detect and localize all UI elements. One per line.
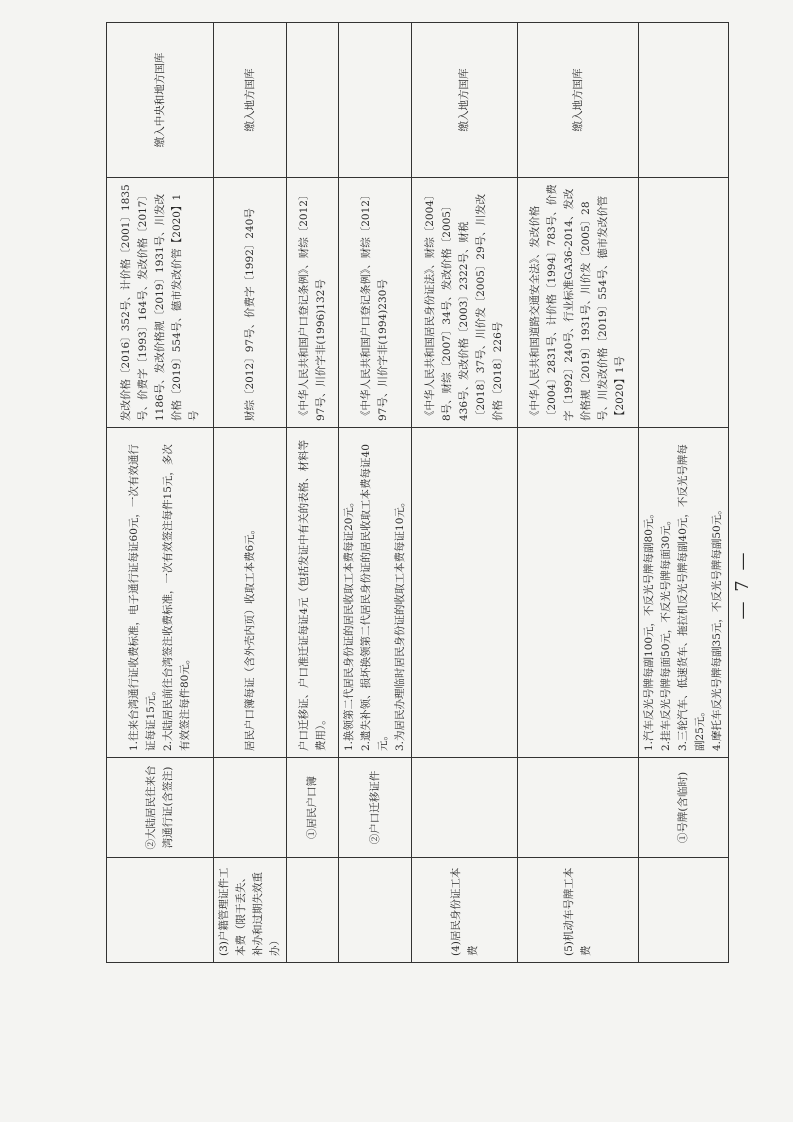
fee-destination bbox=[639, 23, 729, 178]
fee-basis: 《中华人民共和国户口登记条例》、财综〔2012〕97号、川价字非(1994)230号 bbox=[339, 178, 412, 428]
table-row bbox=[287, 23, 339, 963]
fee-basis: 发改价格〔2016〕352号、计价格〔2001〕1835号、价费字〔1993〕164号、发改价格〔2017〕1186号、发改价格规〔2019〕1931号、川发改价格〔2019〕554号、德市发改价管【2020】1号 bbox=[107, 178, 214, 428]
fee-destination: 缴入中央和地方国库 bbox=[107, 23, 214, 178]
fee-basis: 财综〔2012〕97号、价费字〔1992〕240号 bbox=[214, 178, 287, 428]
table-row bbox=[214, 23, 287, 963]
fee-basis: 《中华人民共和国户口登记条例》、财综〔2012〕97号、川价字非(1996)132号 bbox=[287, 178, 339, 428]
fee-standard bbox=[339, 428, 412, 758]
table-row bbox=[639, 23, 729, 963]
fee-category: (4)居民身份证工本费 bbox=[412, 858, 518, 963]
page-number bbox=[722, 540, 762, 630]
standard-line: 2.遗失补领、损坏换领第二代居民身份证的居民收取工本费每证40元。 bbox=[360, 444, 389, 751]
fee-standard bbox=[639, 428, 729, 758]
standard-line: 3.为居民办理临时居民身份证的收取工本费每证10元。 bbox=[394, 496, 406, 751]
fee-item: ②大陆居民往来台湾通行证(含签注) bbox=[107, 758, 214, 858]
fee-table bbox=[106, 22, 729, 963]
table-row bbox=[339, 23, 412, 963]
fee-destination: 缴入地方国库 bbox=[518, 23, 639, 178]
fee-destination bbox=[339, 23, 412, 178]
table-row bbox=[518, 23, 639, 963]
fee-standard bbox=[214, 428, 287, 758]
fee-item: ②户口迁移证件 bbox=[339, 758, 412, 858]
fee-category bbox=[287, 858, 339, 963]
table-row bbox=[412, 23, 518, 963]
fee-category bbox=[339, 858, 412, 963]
standard-line: 居民户口簿每证（含外壳内页）收取工本费6元。 bbox=[243, 523, 256, 751]
fee-destination: 缴入地方国库 bbox=[412, 23, 518, 178]
standard-line: 3.三轮汽车、低速货车、拖拉机反光号牌每副40元，不反光号牌每副25元。 bbox=[677, 444, 706, 751]
standard-line: 1.往来台湾通行证收费标准，电子通行证每证60元，一次有效通行证每证15元。 bbox=[128, 444, 157, 751]
fee-item bbox=[214, 758, 287, 858]
fee-item bbox=[518, 758, 639, 858]
fee-item: ①号牌(含临时) bbox=[639, 758, 729, 858]
standard-line: 4.摩托车反光号牌每副35元，不反光号牌每副50元。 bbox=[711, 504, 723, 751]
page-number-text: — 7 — bbox=[731, 550, 753, 620]
standard-line: 1.换领第二代居民身份证的居民收取工本费每证20元。 bbox=[343, 496, 355, 751]
standard-line: 2.大陆居民前往台湾签注收费标准，一次有效签注每件15元，多次有效签注每件80元。 bbox=[162, 444, 191, 751]
fee-standard bbox=[107, 428, 214, 758]
table-row bbox=[107, 23, 214, 963]
fee-category bbox=[107, 858, 214, 963]
fee-category: (5)机动车号牌工本费 bbox=[518, 858, 639, 963]
fee-standard bbox=[287, 428, 339, 758]
fee-standard bbox=[412, 428, 518, 758]
fee-category bbox=[639, 858, 729, 963]
fee-basis: 《中华人民共和国道路交通安全法》、发改价格〔2004〕2831号、计价格〔1994〕783号、价费字〔1992〕240号、行业标准GA36-2014、发改价格规〔2019〕1931号、川价发〔2005〕28号、川发改价格〔2019〕554号、德市发改价管【2020】1号 bbox=[518, 178, 639, 428]
fee-basis: 《中华人民共和国居民身份证法》、财综〔2004〕8号、财综〔2007〕34号、发改价格〔2005〕436号、发改价格〔2003〕2322号、财税〔2018〕37号、川价发〔2005〕29号、川发改价格〔2018〕226号 bbox=[412, 178, 518, 428]
fee-destination: 缴入地方国库 bbox=[214, 23, 287, 178]
fee-destination bbox=[287, 23, 339, 178]
standard-line: 户口迁移证、户口准迁证每证4元（包括发证中有关的表格、材料等费用）。 bbox=[297, 439, 327, 751]
standard-line: 2.挂车反光号牌每面50元，不反光号牌每面30元。 bbox=[660, 514, 672, 751]
fee-category: (3)户籍管理证件工本费（限于丢失、补办和过期失效重办） bbox=[214, 858, 287, 963]
fee-standard bbox=[518, 428, 639, 758]
fee-item: ①居民户口簿 bbox=[287, 758, 339, 858]
fee-item bbox=[412, 758, 518, 858]
standard-line: 1.汽车反光号牌每副100元，不反光号牌每副80元。 bbox=[643, 508, 655, 751]
fee-basis bbox=[639, 178, 729, 428]
fee-table-rotated bbox=[106, 23, 723, 963]
